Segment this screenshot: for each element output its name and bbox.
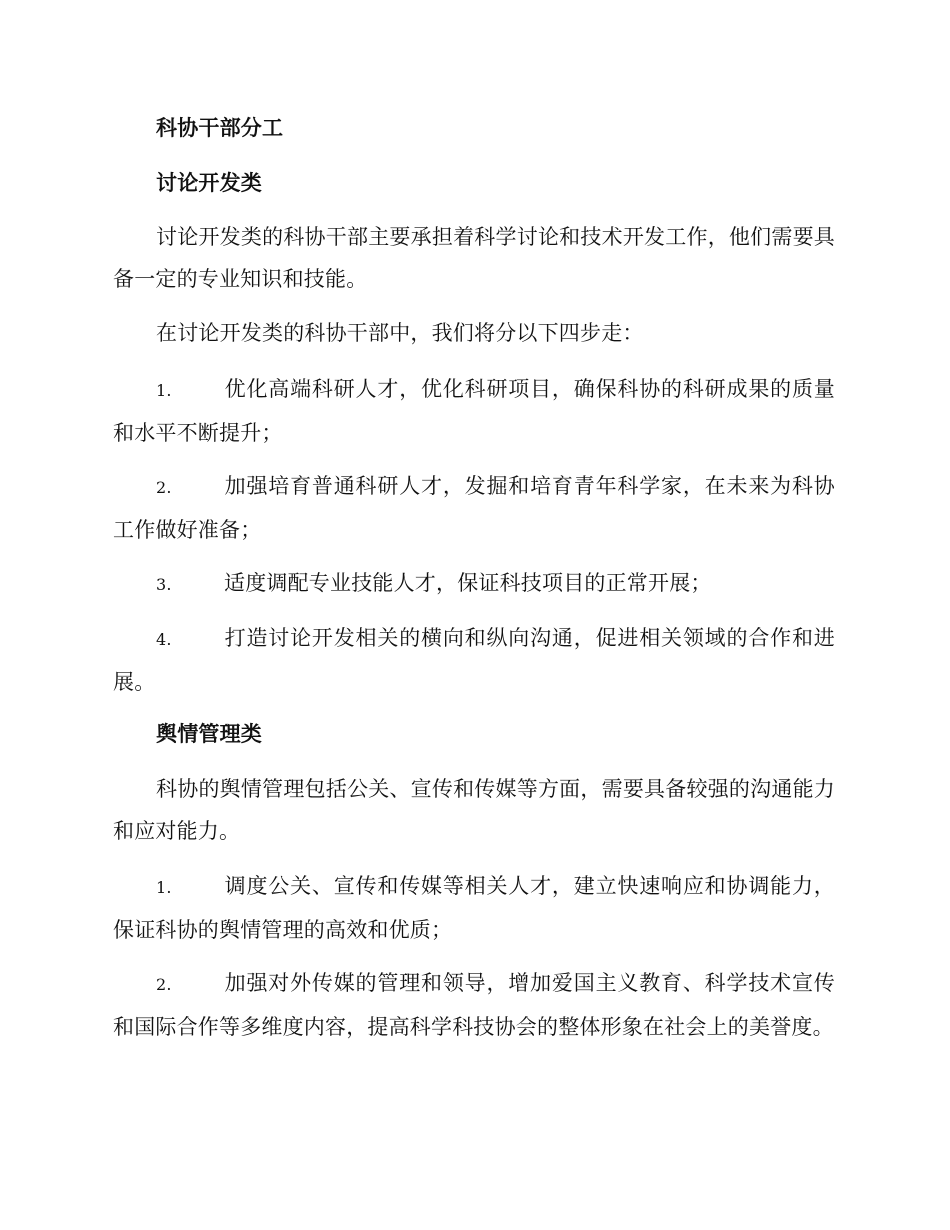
list-item-number: 1. (156, 878, 172, 897)
section1-intro-paragraph: 讨论开发类的科协干部主要承担着科学讨论和技术开发工作，他们需要具备一定的专业知识和技能。 (113, 225, 835, 291)
document-title: 科协干部分工 (156, 116, 284, 140)
section1-lead-paragraph: 在讨论开发类的科协干部中，我们将分以下四步走： (156, 321, 644, 345)
section-heading-public-opinion: 舆情管理类 (156, 722, 262, 746)
list-item-number: 2. (156, 975, 172, 994)
list-item-text: 加强培育普通科研人才，发掘和培育青年科学家，在未来为科协工作做好准备； (113, 474, 835, 542)
list-item-text: 调度公关、宣传和传媒等相关人才，建立快速响应和协调能力，保证科协的舆情管理的高效和优质； (113, 874, 835, 942)
list-item-text: 加强对外传媒的管理和领导，增加爱国主义教育、科学技术宣传和国际合作等多维度内容，提高科学科技协会的整体形象在社会上的美誉度。 (113, 971, 835, 1039)
list-item (113, 962, 835, 1048)
list-item-text: 优化高端科研人才，优化科研项目，确保科协的科研成果的质量和水平不断提升； (113, 377, 835, 445)
list-item-text: 打造讨论开发相关的横向和纵向沟通，促进相关领域的合作和进展。 (113, 626, 835, 694)
list-item (113, 865, 835, 951)
list-item-text: 适度调配专业技能人才，保证科技项目的正常开展； (224, 571, 712, 595)
list-item-number: 4. (156, 630, 172, 649)
list-item-number: 2. (156, 478, 172, 497)
section-heading-discussion-development: 讨论开发类 (156, 171, 262, 195)
list-item-number: 3. (156, 575, 172, 594)
list-item (113, 465, 835, 551)
list-item (113, 617, 835, 703)
list-item (113, 368, 835, 454)
section2-intro-paragraph: 科协的舆情管理包括公关、宣传和传媒等方面，需要具备较强的沟通能力和应对能力。 (113, 777, 835, 843)
list-item-number: 1. (156, 381, 172, 400)
list-item (113, 562, 835, 606)
